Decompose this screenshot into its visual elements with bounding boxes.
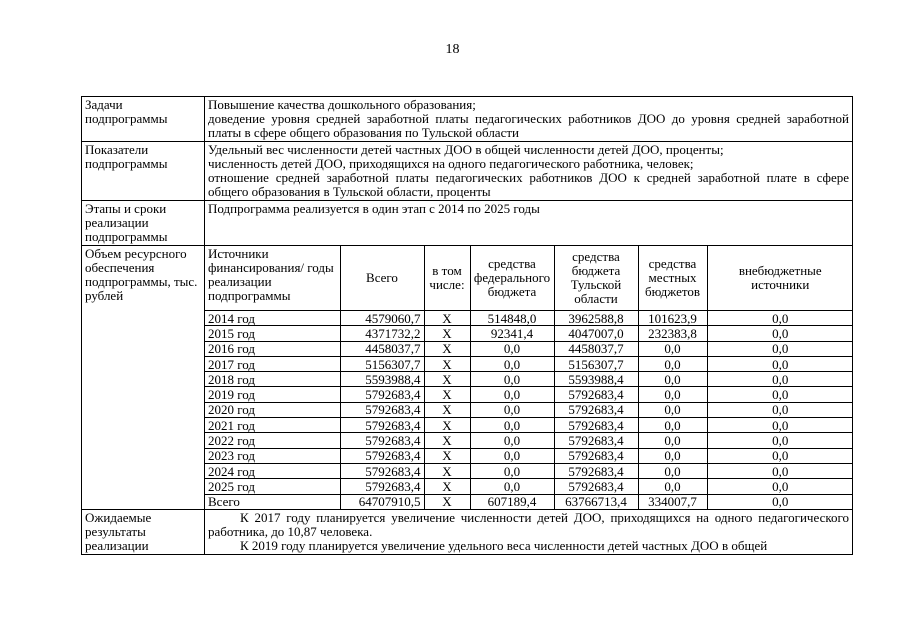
extrabudgetary-cell: 0,0 xyxy=(707,448,853,463)
total-cell: 5792683,4 xyxy=(340,463,424,478)
local-cell: 334007,7 xyxy=(638,494,707,509)
total-cell: 4458037,7 xyxy=(340,341,424,356)
federal-cell: 0,0 xyxy=(470,418,554,433)
tasks-label: Задачи подпрограммы xyxy=(82,97,205,142)
including-cell: X xyxy=(424,433,470,448)
funding-table-row xyxy=(205,463,853,478)
extrabudgetary-cell: 0,0 xyxy=(707,402,853,417)
regional-cell: 4458037,7 xyxy=(554,341,638,356)
tasks-content xyxy=(205,97,853,142)
funding-table-row xyxy=(205,494,853,509)
year-cell: 2016 год xyxy=(205,341,340,356)
indicators-content xyxy=(205,142,853,201)
results-row xyxy=(82,509,853,554)
regional-cell: 5792683,4 xyxy=(554,402,638,417)
total-cell: 5792683,4 xyxy=(340,418,424,433)
including-cell: X xyxy=(424,463,470,478)
year-cell: 2018 год xyxy=(205,372,340,387)
local-cell: 0,0 xyxy=(638,433,707,448)
total-cell: 5792683,4 xyxy=(340,387,424,402)
regional-cell: 3962588,8 xyxy=(554,311,638,326)
funding-header-extrabudgetary: внебюджетные источники xyxy=(707,246,853,311)
indicators-row xyxy=(82,142,853,201)
total-cell: 5792683,4 xyxy=(340,479,424,494)
funding-table-row xyxy=(205,448,853,463)
local-cell: 0,0 xyxy=(638,387,707,402)
funding-table-row xyxy=(205,433,853,448)
page-number: 18 xyxy=(445,42,460,57)
including-cell: X xyxy=(424,418,470,433)
federal-cell: 92341,4 xyxy=(470,326,554,341)
federal-cell: 0,0 xyxy=(470,356,554,371)
local-cell: 0,0 xyxy=(638,418,707,433)
regional-cell: 5792683,4 xyxy=(554,463,638,478)
funding-table-row xyxy=(205,372,853,387)
total-cell: 5792683,4 xyxy=(340,402,424,417)
total-cell: 5792683,4 xyxy=(340,448,424,463)
extrabudgetary-cell: 0,0 xyxy=(707,418,853,433)
federal-cell: 0,0 xyxy=(470,341,554,356)
including-cell: X xyxy=(424,402,470,417)
indicators-line: Удельный вес численности детей частных ДОО в общей численности детей ДОО, проценты; xyxy=(208,142,724,157)
federal-cell: 0,0 xyxy=(470,372,554,387)
federal-cell: 514848,0 xyxy=(470,311,554,326)
regional-cell: 63766713,4 xyxy=(554,494,638,509)
extrabudgetary-cell: 0,0 xyxy=(707,356,853,371)
local-cell: 0,0 xyxy=(638,463,707,478)
total-cell: 5792683,4 xyxy=(340,433,424,448)
extrabudgetary-cell: 0,0 xyxy=(707,326,853,341)
including-cell: X xyxy=(424,387,470,402)
total-cell: 5593988,4 xyxy=(340,372,424,387)
federal-cell: 0,0 xyxy=(470,479,554,494)
funding-header-source: Источники финансирования/ годы реализации подпрограммы xyxy=(205,246,340,311)
federal-cell: 0,0 xyxy=(470,387,554,402)
year-cell: 2025 год xyxy=(205,479,340,494)
tasks-row xyxy=(82,97,853,142)
year-cell: 2014 год xyxy=(205,311,340,326)
extrabudgetary-cell: 0,0 xyxy=(707,479,853,494)
year-cell: 2015 год xyxy=(205,326,340,341)
federal-cell: 0,0 xyxy=(470,448,554,463)
local-cell: 101623,9 xyxy=(638,311,707,326)
funding-header-including: в том числе: xyxy=(424,246,470,311)
federal-cell: 0,0 xyxy=(470,402,554,417)
including-cell: X xyxy=(424,448,470,463)
including-cell: X xyxy=(424,326,470,341)
funding-table-row xyxy=(205,311,853,326)
regional-cell: 5792683,4 xyxy=(554,418,638,433)
funding-table-row xyxy=(205,387,853,402)
extrabudgetary-cell: 0,0 xyxy=(707,463,853,478)
local-cell: 232383,8 xyxy=(638,326,707,341)
funding-header-row xyxy=(205,246,853,311)
total-cell: 4371732,2 xyxy=(340,326,424,341)
results-line: К 2017 году планируется увеличение численности детей ДОО, приходящихся на одного педагогического работника, до 10,87 человека. xyxy=(208,509,849,539)
year-cell: 2024 год xyxy=(205,463,340,478)
including-cell: X xyxy=(424,494,470,509)
federal-cell: 0,0 xyxy=(470,433,554,448)
regional-cell: 5156307,7 xyxy=(554,356,638,371)
year-cell: 2023 год xyxy=(205,448,340,463)
extrabudgetary-cell: 0,0 xyxy=(707,433,853,448)
including-cell: X xyxy=(424,356,470,371)
local-cell: 0,0 xyxy=(638,372,707,387)
funding-table-row xyxy=(205,479,853,494)
stages-label: Этапы и сроки реализации подпрограммы xyxy=(82,201,205,246)
extrabudgetary-cell: 0,0 xyxy=(772,494,789,510)
year-cell: 2017 год xyxy=(205,356,340,371)
funding-row xyxy=(82,246,853,510)
federal-cell: 0,0 xyxy=(470,463,554,478)
year-cell: 2021 год xyxy=(205,418,340,433)
indicators-line: отношение средней заработной платы педагогических работников ДОО к средней заработной плате в сфере общего образования в Тульской области, проценты xyxy=(208,170,849,199)
funding-label: Объем ресурсного обеспечения подпрограммы, тыс. рублей xyxy=(82,246,205,510)
including-cell: X xyxy=(424,311,470,326)
extrabudgetary-cell: 0,0 xyxy=(707,387,853,402)
results-line: К 2019 году планируется увеличение удельного веса численности детей частных ДОО в общей xyxy=(240,537,768,553)
results-label: Ожидаемые результаты реализации xyxy=(82,509,205,554)
including-cell: X xyxy=(424,341,470,356)
funding-table-row xyxy=(205,418,853,433)
tasks-line: Повышение качества дошкольного образования; xyxy=(208,97,476,112)
total-cell: 4579060,7 xyxy=(340,311,424,326)
local-cell: 0,0 xyxy=(638,341,707,356)
indicators-label: Показатели подпрограммы xyxy=(82,142,205,201)
funding-header-regional: средства бюджета Тульской области xyxy=(554,246,638,311)
regional-cell: 5593988,4 xyxy=(554,372,638,387)
local-cell: 0,0 xyxy=(638,356,707,371)
year-cell: 2022 год xyxy=(205,433,340,448)
regional-cell: 5792683,4 xyxy=(554,433,638,448)
year-cell: Всего xyxy=(205,494,340,509)
regional-cell: 5792683,4 xyxy=(554,479,638,494)
regional-cell: 5792683,4 xyxy=(554,387,638,402)
funding-header-total: Всего xyxy=(340,246,424,311)
subprogram-passport-table xyxy=(81,96,853,555)
funding-table-row xyxy=(205,326,853,341)
local-cell: 0,0 xyxy=(638,448,707,463)
local-cell: 0,0 xyxy=(638,402,707,417)
funding-table-row xyxy=(205,341,853,356)
extrabudgetary-cell: 0,0 xyxy=(707,311,853,326)
federal-cell: 607189,4 xyxy=(470,494,554,509)
funding-table xyxy=(205,246,853,509)
funding-content xyxy=(205,246,853,510)
funding-table-row xyxy=(205,402,853,417)
funding-header-local: средства местных бюджетов xyxy=(638,246,707,311)
year-cell: 2019 год xyxy=(205,387,340,402)
results-content xyxy=(205,509,853,554)
total-cell: 64707910,5 xyxy=(340,494,424,509)
funding-table-row xyxy=(205,356,853,371)
indicators-line: численность детей ДОО, приходящихся на одного педагогического работника, человек; xyxy=(208,156,694,171)
funding-header-federal: средства федерального бюджета xyxy=(470,246,554,311)
local-cell: 0,0 xyxy=(638,479,707,494)
total-cell: 5156307,7 xyxy=(340,356,424,371)
extrabudgetary-cell: 0,0 xyxy=(707,372,853,387)
stages-row xyxy=(82,201,853,246)
including-cell: X xyxy=(424,479,470,494)
year-cell: 2020 год xyxy=(205,402,340,417)
stages-content: Подпрограмма реализуется в один этап с 2014 по 2025 годы xyxy=(205,201,853,246)
regional-cell: 5792683,4 xyxy=(554,448,638,463)
including-cell: X xyxy=(424,372,470,387)
regional-cell: 4047007,0 xyxy=(554,326,638,341)
tasks-line: доведение уровня средней заработной платы педагогических работников ДОО до уровня средней заработной платы в сфере общего образования по Тульской области xyxy=(208,111,849,140)
extrabudgetary-cell: 0,0 xyxy=(707,341,853,356)
